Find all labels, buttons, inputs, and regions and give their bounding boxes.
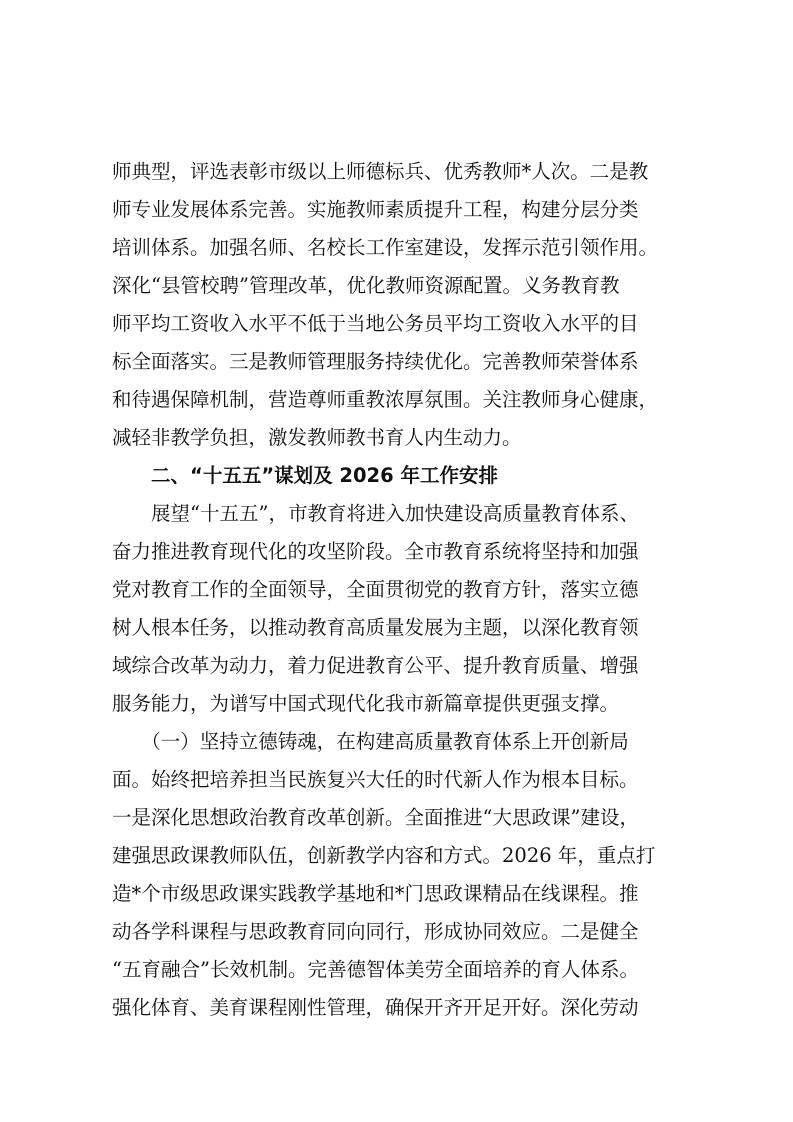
body-text-line: 师典型，评选表彰市级以上师德标兵、优秀教师*人次。二是教 [112, 160, 649, 183]
body-text-line: 展望“十五五”，市教育将进入加快建设高质量教育体系、 [112, 502, 639, 525]
body-text-line: 造*个市级思政课实践教学基地和*门思政课精品在线课程。推 [112, 882, 639, 905]
body-text-line: 动各学科课程与思政教育同向同行，形成协同效应。二是健全 [112, 920, 639, 943]
body-text-line: 深化“县管校聘”管理改革，优化教师资源配置。义务教育教 [112, 274, 620, 297]
body-text-line: 培训体系。加强名师、名校长工作室建设，发挥示范引领作用。 [112, 236, 659, 259]
body-text-line: 标全面落实。三是教师管理服务持续优化。完善教师荣誉体系 [112, 350, 639, 373]
body-text-line: 党对教育工作的全面领导，全面贯彻党的教育方针，落实立德 [112, 578, 639, 601]
body-text-line: 建强思政课教师队伍，创新教学内容和方式。2026 年，重点打 [112, 844, 656, 867]
body-text-line: 和待遇保障机制，营造尊师重教浓厚氛围。关注教师身心健康， [112, 388, 659, 411]
body-text-line: 师平均工资收入水平不低于当地公务员平均工资收入水平的目 [112, 312, 639, 335]
body-text-line: 奋力推进教育现代化的攻坚阶段。全市教育系统将坚持和加强 [112, 540, 639, 563]
section-heading: 二、“十五五”谋划及 2026 年工作安排 [112, 464, 498, 487]
body-text-line: 减轻非教学负担，激发教师教书育人内生动力。 [112, 426, 522, 449]
subsection-heading-line: （一）坚持立德铸魂，在构建高质量教育体系上开创新局 [112, 730, 629, 753]
body-text-line: 树人根本任务，以推动教育高质量发展为主题，以深化教育领 [112, 616, 639, 639]
body-text-line: 师专业发展体系完善。实施教师素质提升工程，构建分层分类 [112, 198, 639, 221]
body-text-line: 服务能力，为谱写中国式现代化我市新篇章提供更强支撑。 [112, 692, 620, 715]
body-text-line: 面。始终把培养担当民族复兴大任的时代新人作为根本目标。 [112, 768, 639, 791]
body-text-line: “五育融合”长效机制。完善德智体美劳全面培养的育人体系。 [112, 958, 639, 981]
body-text-line: 域综合改革为动力，着力促进教育公平、提升教育质量、增强 [112, 654, 639, 677]
body-text-line: 一是深化思想政治教育改革创新。全面推进“大思政课”建设， [112, 806, 639, 829]
body-text-line: 强化体育、美育课程刚性管理，确保开齐开足开好。深化劳动 [112, 996, 639, 1019]
